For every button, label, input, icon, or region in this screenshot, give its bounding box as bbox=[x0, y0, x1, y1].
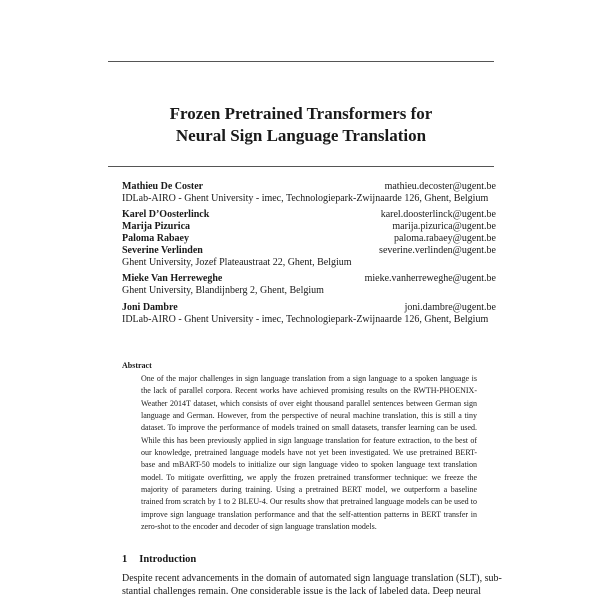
intro-heading bbox=[122, 554, 196, 565]
author-affiliation: Ghent University, Jozef Plateaustraat 22, Ghent, Belgium bbox=[122, 257, 352, 268]
abstract-text: One of the major challenges in sign language translation from a sign language to a spoken language is the lack of parallel corpora. Recent works have achieved promising results on the RWTH-PHOENIX-Weather 2014T dataset, which consists of over eight thousand parallel sentences between German sign language and German. However, from the perspective of neural machine translation, this is still a tiny dataset. To improve the performance of models trained on small datasets, transfer learning can be used. While this has been previously applied in sign language translation for feature extraction, to the best of our knowledge, pretrained language models have not yet been investigated. We use pretrained BERT-base and mBART-50 models to initialize our sign language video to spoken language text translation model. To mitigate overfitting, we apply the frozen pretrained transformer technique: we freeze the majority of parameters during training. Using a pretrained BERT model, we outperform a baseline trained from scratch by 1 to 2 BLEU-4. Our results show that pretrained language models can be used to improve sign language translation performance and that the self-attention patterns in BERT transfer in zero-shot to the encoder and decoder of sign language translation models. bbox=[141, 374, 477, 532]
author-email[interactable]: mathieu.decoster@ugent.be bbox=[384, 181, 496, 192]
author-affiliation: Ghent University, Blandijnberg 2, Ghent, Belgium bbox=[122, 285, 324, 296]
author-email[interactable]: karel.doosterlinck@ugent.be bbox=[380, 209, 496, 220]
title-line-1: Frozen Pretrained Transformers for bbox=[169, 104, 433, 123]
author-affiliation: IDLab-AIRO - Ghent University - imec, Technologiepark-Zwijnaarde 126, Ghent, Belgium bbox=[122, 193, 489, 204]
author-name: Severine Verlinden bbox=[122, 245, 203, 256]
author-name: Karel D’Oosterlinck bbox=[122, 209, 210, 220]
author-email[interactable]: mieke.vanherreweghe@ugent.be bbox=[364, 273, 496, 284]
author-email[interactable]: paloma.rabaey@ugent.be bbox=[394, 233, 496, 244]
abstract-heading: Abstract bbox=[122, 361, 152, 370]
author-name: Joni Dambre bbox=[122, 302, 178, 313]
section-number: 1 bbox=[122, 554, 128, 565]
intro-text-line: stantial challenges remain. One considerable issue is the lack of labeled data. Deep neural bbox=[122, 586, 482, 597]
section-title: Introduction bbox=[139, 554, 197, 565]
bottom-title-rule bbox=[108, 166, 494, 167]
top-rule bbox=[108, 61, 494, 62]
author-name: Marija Pizurica bbox=[122, 221, 191, 232]
title-line-2: Neural Sign Language Translation bbox=[175, 126, 427, 145]
author-email[interactable]: marija.pizurica@ugent.be bbox=[392, 221, 496, 232]
author-name: Mieke Van Herreweghe bbox=[122, 273, 223, 284]
author-name: Mathieu De Coster bbox=[122, 181, 204, 192]
author-name: Paloma Rabaey bbox=[122, 233, 189, 244]
author-email[interactable]: severine.verlinden@ugent.be bbox=[379, 245, 496, 256]
author-affiliation: IDLab-AIRO - Ghent University - imec, Technologiepark-Zwijnaarde 126, Ghent, Belgium bbox=[122, 314, 489, 325]
author-email[interactable]: joni.dambre@ugent.be bbox=[404, 302, 496, 313]
intro-text-line: Despite recent advancements in the domain of automated sign language translation (SLT), sub- bbox=[122, 573, 502, 584]
